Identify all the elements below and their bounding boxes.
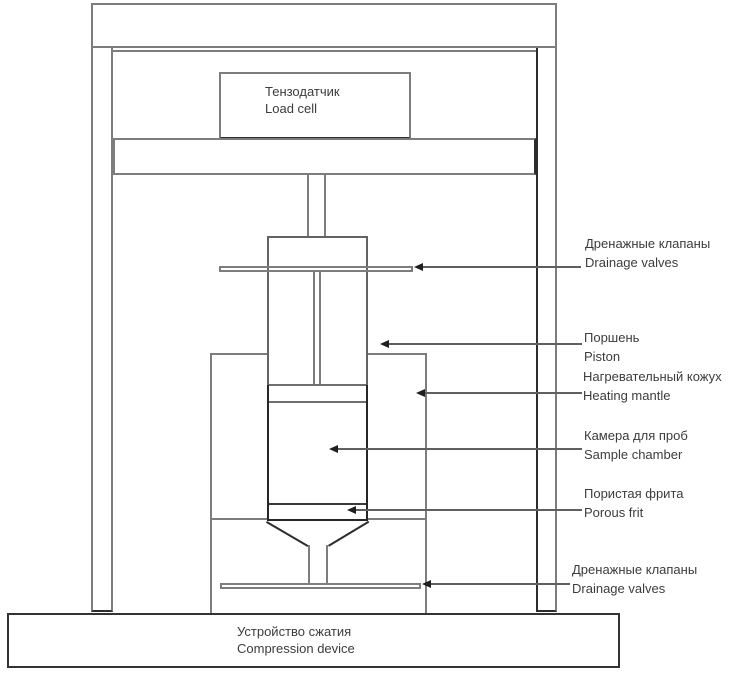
leader-piston xyxy=(388,343,582,345)
label-drainage-valves-top-ru: Дренажные клапаны xyxy=(585,236,711,251)
heating-mantle-right-bottom xyxy=(368,518,427,520)
label-heating-mantle-ru: Нагревательный кожух xyxy=(583,369,722,384)
arrowhead-sample-chamber xyxy=(329,445,338,453)
arrowhead-porous-frit xyxy=(347,506,356,514)
label-drainage-valves-bottom-ru: Дренажные клапаны xyxy=(572,562,698,577)
arrowhead-piston xyxy=(380,340,389,348)
label-porous-frit-en: Porous frit xyxy=(584,505,644,520)
crossbar xyxy=(113,138,536,175)
frame-right-column xyxy=(536,48,557,612)
arrowhead-drainage-top xyxy=(414,263,423,271)
leader-porous-frit xyxy=(355,509,582,511)
heating-mantle-left-top xyxy=(210,353,267,355)
base-label-ru: Устройство сжатия xyxy=(237,624,352,639)
leader-sample-chamber xyxy=(337,448,582,450)
label-piston-ru: Поршень xyxy=(584,330,640,345)
label-piston xyxy=(584,328,639,366)
frame-top-bar xyxy=(91,3,557,48)
label-sample-chamber xyxy=(584,426,688,464)
label-drainage-valves-top xyxy=(585,234,710,272)
leader-drainage-bottom xyxy=(430,583,570,585)
label-porous-frit-ru: Пористая фрита xyxy=(584,486,684,501)
heating-mantle-left-bottom xyxy=(210,518,267,520)
label-sample-chamber-ru: Камера для проб xyxy=(584,428,688,443)
outlet-tube xyxy=(308,545,328,584)
compression-device-base xyxy=(7,613,620,668)
label-heating-mantle-en: Heating mantle xyxy=(583,388,671,403)
frame-left-column xyxy=(91,48,113,612)
label-porous-frit xyxy=(584,484,683,522)
load-cell-label-en: Load cell xyxy=(265,101,318,116)
piston-head xyxy=(269,384,366,403)
leader-drainage-top xyxy=(422,266,581,268)
label-sample-chamber-en: Sample chamber xyxy=(584,447,683,462)
piston-shaft xyxy=(313,272,321,384)
arrowhead-drainage-bottom xyxy=(422,580,431,588)
label-piston-en: Piston xyxy=(584,349,621,364)
funnel-right-slant xyxy=(328,521,369,547)
sample-chamber-body xyxy=(267,385,368,521)
funnel-left-slant xyxy=(266,521,308,547)
arrowhead-heating-mantle xyxy=(416,389,425,397)
heating-mantle-left-wall xyxy=(210,353,212,613)
load-cell-box xyxy=(219,72,411,139)
piston-rod xyxy=(307,175,326,236)
label-drainage-valves-bottom xyxy=(572,560,697,598)
leader-heating-mantle xyxy=(424,392,582,394)
label-heating-mantle xyxy=(583,367,722,405)
label-drainage-valves-top-en: Drainage valves xyxy=(585,255,679,270)
label-drainage-valves-bottom-en: Drainage valves xyxy=(572,581,666,596)
lower-drainage-plate xyxy=(220,583,421,589)
heating-mantle-right-top xyxy=(368,353,427,355)
load-cell-label-ru: Тензодатчик xyxy=(265,84,340,99)
frame-inner-top-line xyxy=(113,50,536,52)
base-label-en: Compression device xyxy=(237,641,355,656)
